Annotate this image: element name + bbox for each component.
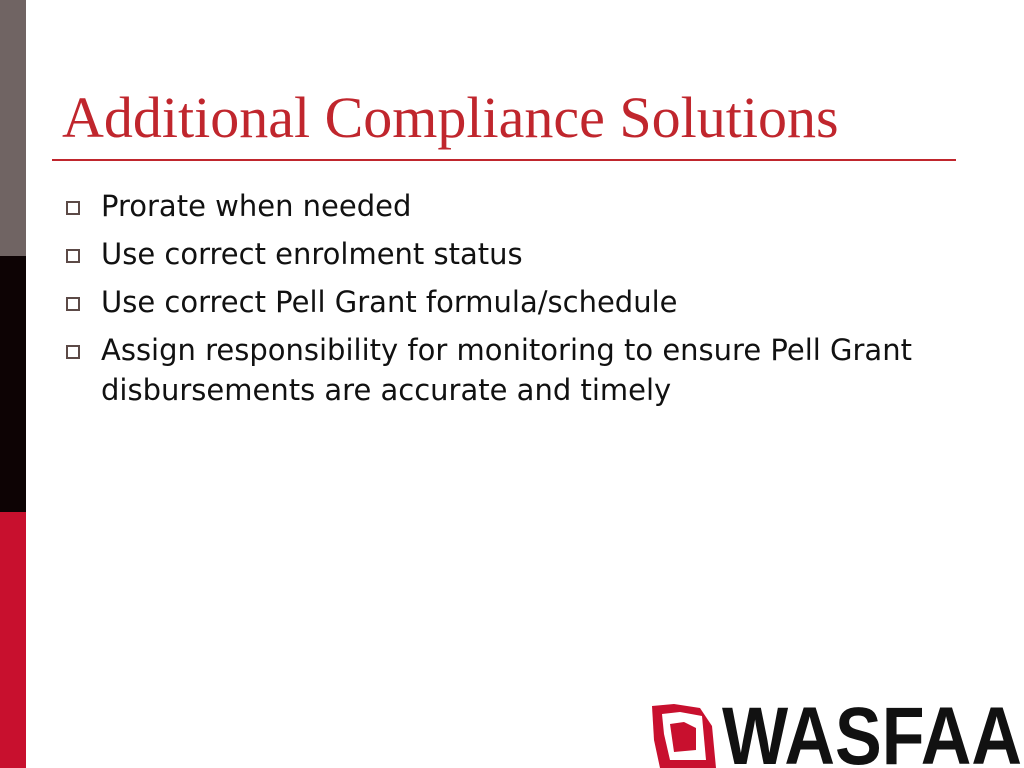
- wasfaa-logo: [648, 700, 1024, 768]
- bullet-item: [66, 234, 971, 274]
- bullet-item: [66, 330, 971, 410]
- bullet-list: [66, 186, 971, 418]
- bullet-text: Assign responsibility for monitoring to ensure Pell Grant disbursements are accurate and timely: [101, 333, 912, 407]
- square-bullet-icon: [66, 201, 80, 215]
- bullet-item: [66, 186, 971, 226]
- square-bullet-icon: [66, 345, 80, 359]
- bullet-text: Prorate when needed: [101, 189, 412, 223]
- square-bullet-icon: [66, 249, 80, 263]
- sidebar-stripe-black: [0, 256, 26, 512]
- slide-title: Additional Compliance Solutions: [62, 85, 839, 150]
- logo-text: WASFAA: [722, 700, 1022, 768]
- sidebar-stripe-red: [0, 512, 26, 768]
- bullet-item: [66, 282, 971, 322]
- title-underline: [52, 159, 956, 161]
- square-bullet-icon: [66, 297, 80, 311]
- bullet-text: Use correct enrolment status: [101, 237, 523, 271]
- bullet-text: Use correct Pell Grant formula/schedule: [101, 285, 678, 319]
- sidebar-stripe-gray: [0, 0, 26, 256]
- wisconsin-state-icon: [652, 704, 716, 768]
